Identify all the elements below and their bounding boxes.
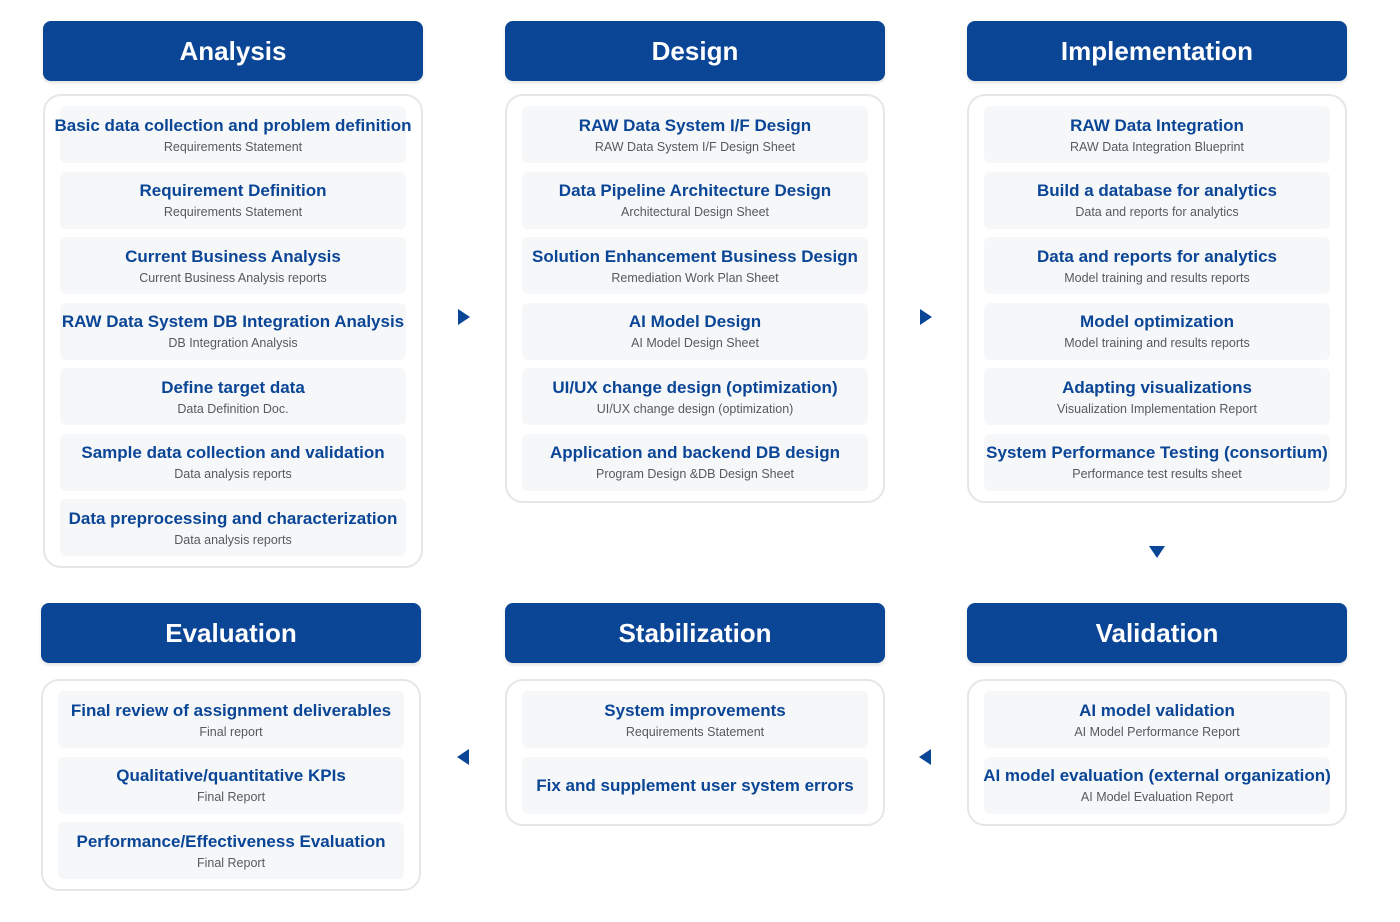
task-title: UI/UX change design (optimization) bbox=[552, 377, 838, 397]
task-item bbox=[60, 368, 406, 425]
task-item bbox=[984, 237, 1330, 294]
phase-title-validation: Validation bbox=[967, 603, 1347, 663]
task-item bbox=[984, 757, 1330, 814]
task-title: Application and backend DB design bbox=[550, 443, 840, 462]
task-title: Requirement Definition bbox=[139, 181, 327, 200]
task-title: System Performance Testing (consortium) bbox=[986, 443, 1328, 462]
task-title: Sample data collection and validation bbox=[81, 443, 385, 462]
task-item bbox=[60, 434, 406, 491]
task-deliverable: Final report bbox=[199, 724, 263, 739]
task-title: System improvements bbox=[604, 700, 786, 720]
task-deliverable: Visualization Implementation Report bbox=[1057, 401, 1257, 416]
task-deliverable: DB Integration Analysis bbox=[168, 336, 298, 350]
task-deliverable: Model training and results reports bbox=[1064, 336, 1250, 350]
task-title: AI model validation bbox=[1079, 700, 1235, 720]
task-title: AI Model Design bbox=[628, 312, 762, 331]
phase-box-stabilization bbox=[505, 679, 885, 826]
phase-analysis bbox=[43, 21, 423, 547]
task-item bbox=[522, 106, 868, 163]
task-item bbox=[984, 303, 1330, 360]
phase-validation bbox=[967, 603, 1347, 804]
task-item bbox=[522, 237, 868, 294]
task-deliverable: Data analysis reports bbox=[174, 467, 292, 481]
task-deliverable: RAW Data Integration Blueprint bbox=[1070, 139, 1244, 154]
task-item bbox=[984, 106, 1330, 163]
phase-implementation bbox=[967, 21, 1347, 481]
task-deliverable: Model training and results reports bbox=[1064, 270, 1250, 285]
task-item bbox=[522, 691, 868, 748]
phase-stabilization bbox=[505, 603, 885, 795]
task-title: Model optimization bbox=[1080, 312, 1234, 331]
task-deliverable: RAW Data System I/F Design Sheet bbox=[594, 139, 796, 154]
task-title: RAW Data System DB Integration Analysis bbox=[61, 312, 405, 331]
task-item bbox=[60, 237, 406, 294]
task-title: Data and reports for analytics bbox=[1037, 246, 1277, 266]
phase-design bbox=[505, 21, 885, 481]
phase-box-design bbox=[505, 94, 885, 503]
task-item bbox=[522, 368, 868, 425]
task-item bbox=[984, 368, 1330, 425]
task-title: Data preprocessing and characterization bbox=[68, 508, 398, 528]
task-item bbox=[522, 303, 868, 360]
task-title: Data Pipeline Architecture Design bbox=[558, 181, 832, 200]
arrow-down-icon bbox=[1149, 546, 1165, 558]
task-deliverable: Requirements Statement bbox=[163, 139, 303, 154]
task-deliverable: Data Definition Doc. bbox=[177, 401, 289, 416]
task-title: Solution Enhancement Business Design bbox=[532, 246, 858, 266]
phase-box-evaluation bbox=[41, 679, 421, 891]
task-deliverable: Program Design &DB Design Sheet bbox=[595, 467, 794, 481]
task-deliverable: Data analysis reports bbox=[174, 532, 292, 547]
task-item bbox=[58, 757, 404, 814]
task-deliverable: UI/UX change design (optimization) bbox=[596, 401, 794, 416]
task-item bbox=[58, 691, 404, 748]
task-title: Define target data bbox=[161, 377, 305, 397]
phase-title-evaluation: Evaluation bbox=[41, 603, 421, 663]
phase-title-implementation: Implementation bbox=[967, 21, 1347, 81]
task-item bbox=[60, 303, 406, 360]
task-title: RAW Data Integration bbox=[1070, 115, 1244, 135]
phase-box-implementation bbox=[967, 94, 1347, 503]
task-deliverable: Requirements Statement bbox=[625, 724, 765, 739]
task-item bbox=[522, 757, 868, 814]
arrow-left-icon bbox=[457, 749, 469, 765]
task-title: Final review of assignment deliverables bbox=[70, 700, 392, 720]
task-title: Qualitative/quantitative KPIs bbox=[116, 766, 346, 785]
task-deliverable: Architectural Design Sheet bbox=[621, 205, 769, 219]
task-title: AI model evaluation (external organization) bbox=[983, 766, 1331, 785]
phase-box-analysis bbox=[43, 94, 423, 568]
task-deliverable: AI Model Design Sheet bbox=[631, 336, 759, 350]
arrow-right-icon bbox=[920, 309, 932, 325]
task-item bbox=[522, 434, 868, 491]
task-deliverable: Final Report bbox=[196, 855, 266, 870]
phase-title-analysis: Analysis bbox=[43, 21, 423, 81]
arrow-right-icon bbox=[458, 309, 470, 325]
task-title: Adapting visualizations bbox=[1062, 377, 1252, 397]
phase-title-design: Design bbox=[505, 21, 885, 81]
task-deliverable: Requirements Statement bbox=[163, 205, 303, 219]
task-title: Fix and supplement user system errors bbox=[536, 775, 854, 795]
task-deliverable: AI Model Performance Report bbox=[1074, 724, 1240, 739]
task-deliverable: Remediation Work Plan Sheet bbox=[611, 270, 779, 285]
task-item bbox=[984, 691, 1330, 748]
task-title: RAW Data System I/F Design bbox=[578, 115, 812, 135]
arrow-left-icon bbox=[919, 749, 931, 765]
phase-evaluation bbox=[41, 603, 421, 870]
task-item bbox=[522, 172, 868, 229]
task-title: Build a database for analytics bbox=[1037, 181, 1277, 200]
task-title: Basic data collection and problem definition bbox=[54, 115, 412, 135]
task-item bbox=[60, 499, 406, 556]
task-item bbox=[984, 434, 1330, 491]
task-deliverable: Performance test results sheet bbox=[1072, 467, 1242, 481]
task-deliverable: Data and reports for analytics bbox=[1075, 205, 1239, 219]
task-item bbox=[58, 822, 404, 879]
phase-box-validation bbox=[967, 679, 1347, 826]
task-title: Performance/Effectiveness Evaluation bbox=[76, 831, 386, 851]
task-item bbox=[60, 172, 406, 229]
task-item bbox=[984, 172, 1330, 229]
task-deliverable: Final Report bbox=[196, 790, 266, 804]
task-item bbox=[54, 106, 412, 163]
task-deliverable: Current Business Analysis reports bbox=[139, 270, 327, 285]
task-title: Current Business Analysis bbox=[125, 246, 341, 266]
phase-title-stabilization: Stabilization bbox=[505, 603, 885, 663]
task-deliverable: AI Model Evaluation Report bbox=[1080, 790, 1234, 804]
